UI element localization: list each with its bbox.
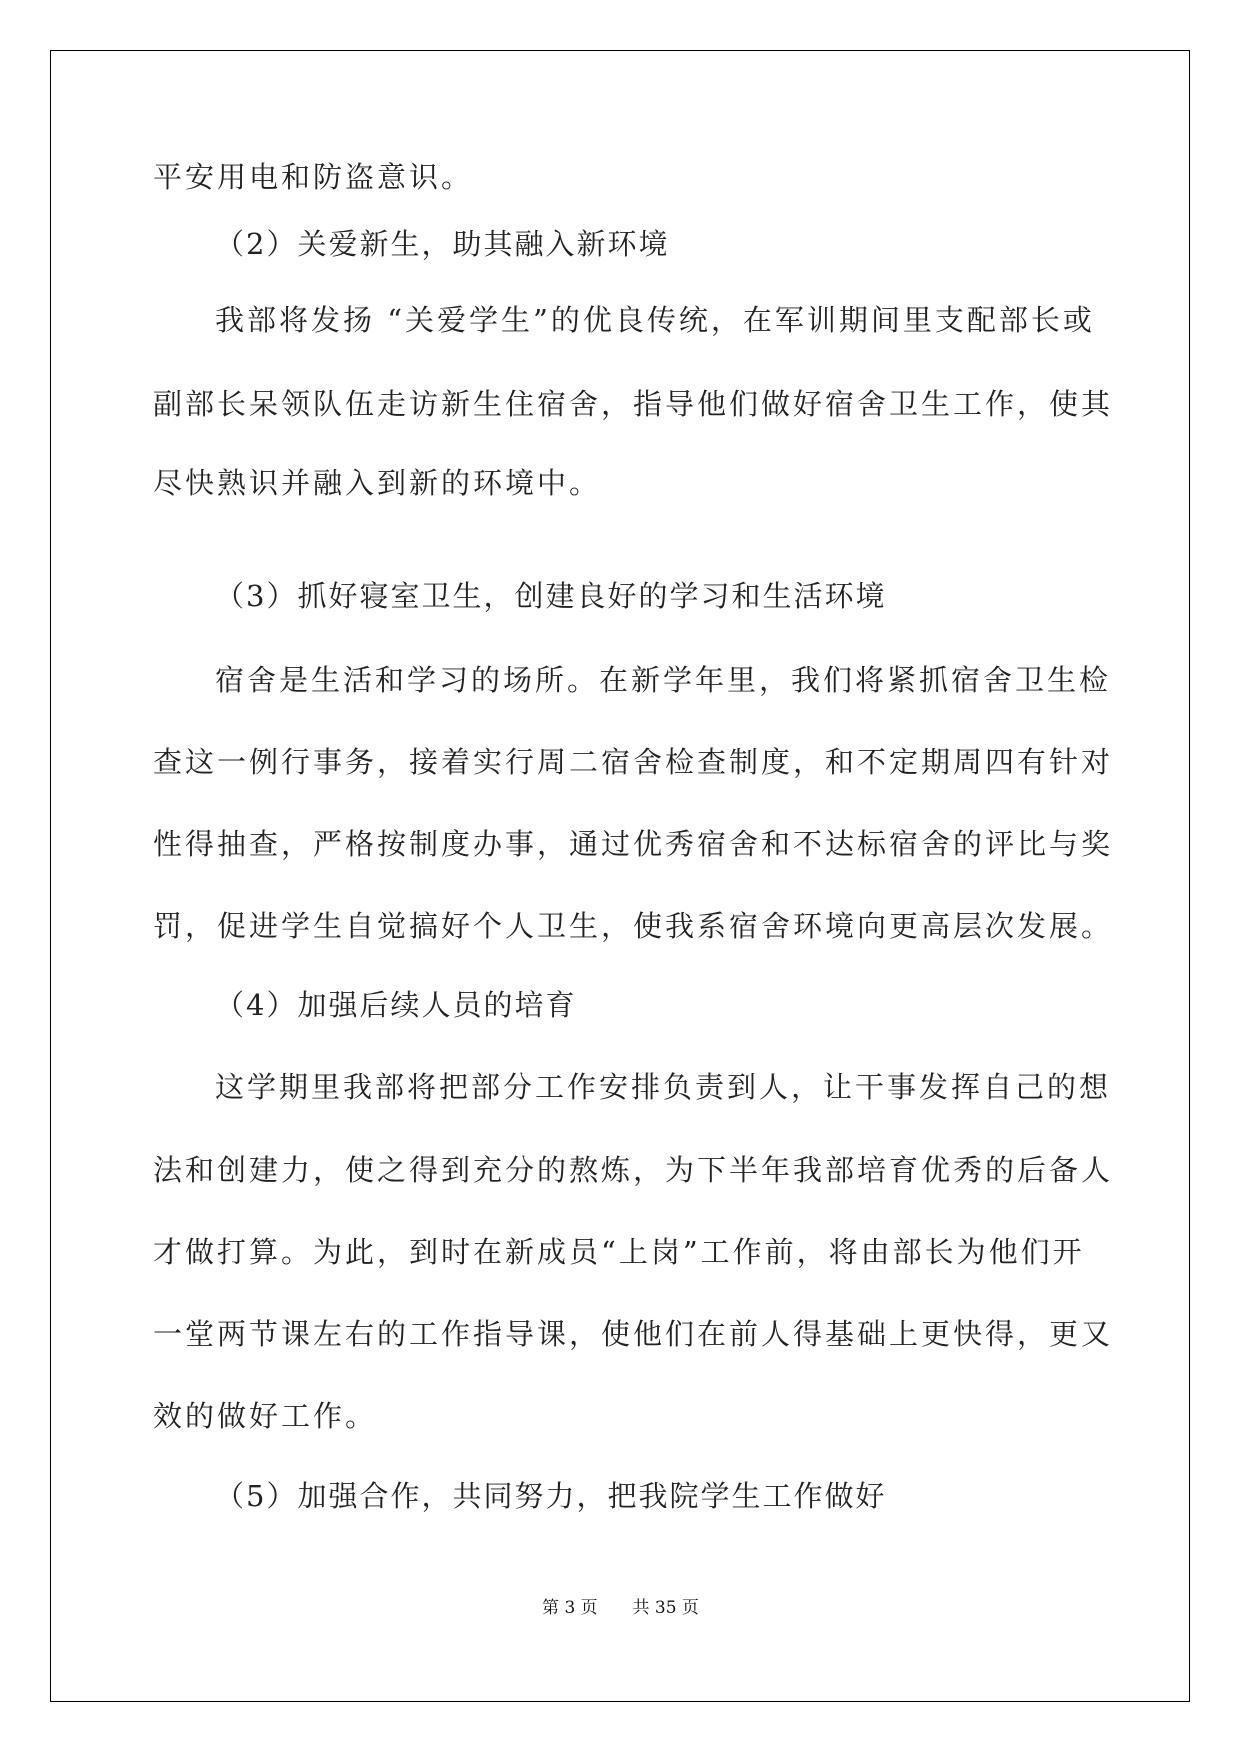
page-border — [50, 50, 1190, 1702]
body-line: 法和创建力，使之得到充分的熬炼，为下半年我部培育优秀的后备人 — [153, 1153, 1114, 1187]
body-line: 性得抽查，严格按制度办事，通过优秀宿舍和不达标宿舍的评比与奖 — [153, 827, 1114, 861]
section-heading: （2）关爱新生，助其融入新环境 — [215, 227, 670, 261]
body-line: 宿舍是生活和学习的场所。在新学年里，我们将紧抓宿舍卫生检 — [215, 663, 1112, 697]
section-heading: （5）加强合作，共同努力，把我院学生工作做好 — [215, 1479, 887, 1513]
body-line: 查这一例行事务，接着实行周二宿舍检查制度，和不定期周四有针对 — [153, 745, 1114, 779]
section-heading: （3）抓好寝室卫生，创建良好的学习和生活环境 — [215, 579, 887, 613]
page-number: 第 3 页 — [542, 1598, 598, 1618]
body-line: 这学期里我部将把部分工作安排负责到人，让干事发挥自己的想 — [215, 1070, 1112, 1104]
body-line: 平安用电和防盗意识。 — [153, 160, 474, 194]
body-line: 才做打算。为此，到时在新成员“上岗”工作前，将由部长为他们开 — [153, 1235, 1085, 1269]
body-line: 尽快熟识并融入到新的环境中。 — [153, 466, 602, 500]
body-line: 我部将发扬 “关爱学生”的优良传统，在军训期间里支配部长或 — [215, 303, 1095, 337]
section-heading: （4）加强后续人员的培育 — [215, 988, 577, 1022]
page-footer — [0, 1593, 1241, 1618]
page-total: 共 35 页 — [632, 1598, 699, 1618]
body-line: 效的做好工作。 — [153, 1399, 378, 1433]
body-line: 一堂两节课左右的工作指导课，使他们在前人得基础上更快得，更又 — [153, 1317, 1114, 1351]
body-line: 副部长呆领队伍走访新生住宿舍，指导他们做好宿舍卫生工作，使其 — [153, 387, 1114, 421]
body-line: 罚，促进学生自觉搞好个人卫生，使我系宿舍环境向更高层次发展。 — [153, 909, 1114, 943]
